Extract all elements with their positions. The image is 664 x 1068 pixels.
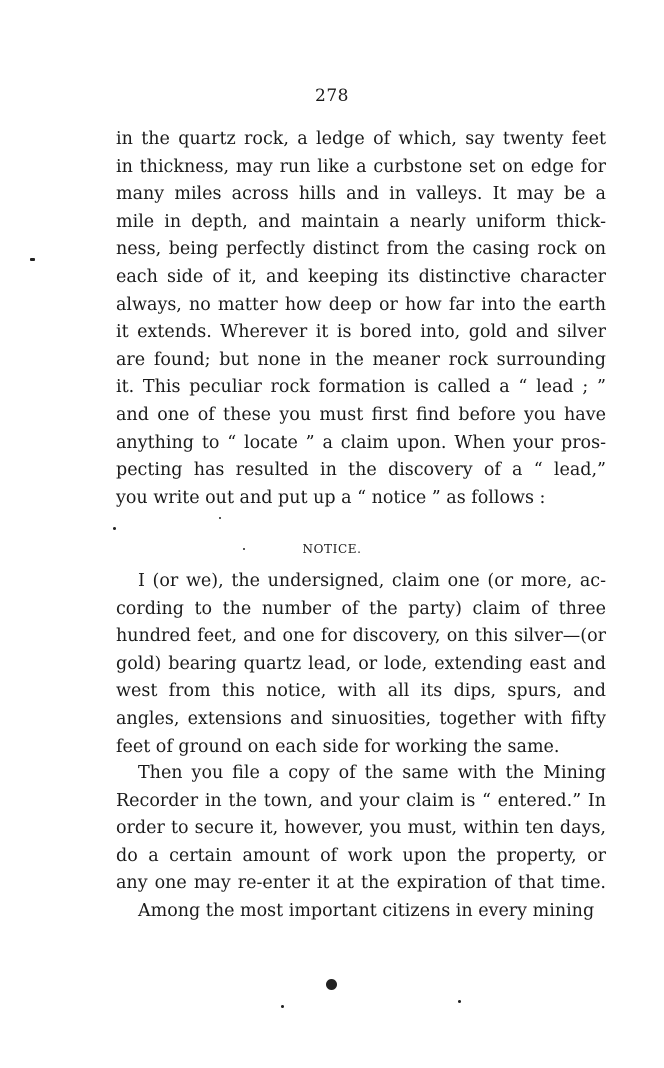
paragraph-recording [116, 760, 606, 926]
ink-speck [281, 1005, 284, 1008]
text-line: many miles across hills and in valleys. It may be a [116, 184, 606, 205]
text-line: I (or we), the undersigned, claim one (or more, ac- [138, 571, 606, 591]
text-line: always, no matter how deep or how far into the earth [116, 294, 606, 315]
ink-speck [30, 258, 35, 261]
text-line: pecting has resulted in the discovery of a “ lead,” [116, 460, 606, 481]
text-line: feet of ground on each side for working the same. [116, 736, 560, 757]
text-line: you write out and put up a “ notice ” as follows : [116, 487, 546, 508]
text-line: Among the most important citizens in every mining [138, 900, 595, 921]
text-line: anything to “ locate ” a claim upon. When your pros- [116, 432, 606, 453]
text-line: Recorder in the town, and your claim is “ entered.” In [116, 790, 606, 811]
paragraph-lode-description [116, 126, 606, 512]
ink-blot [326, 979, 337, 990]
ink-speck [219, 517, 221, 519]
text-line: gold) bearing quartz lead, or lode, extending east and [116, 653, 606, 674]
ink-speck [113, 527, 116, 530]
text-line: cording to the number of the party) claim of three [116, 598, 606, 619]
text-line: it extends. Wherever it is bored into, gold and silver [116, 322, 606, 343]
text-line: order to secure it, however, you must, within ten days, [116, 818, 606, 839]
text-line: hundred feet, and one for discovery, on this silver—(or [116, 626, 606, 647]
text-line: Then you file a copy of the same with the Mining [138, 763, 606, 783]
text-line: angles, extensions and sinuosities, together with fifty [116, 708, 606, 729]
text-line: do a certain amount of work upon the property, or [116, 845, 606, 866]
text-line: west from this notice, with all its dips, spurs, and [116, 681, 606, 702]
text-line: it. This peculiar rock formation is called a “ lead ; ” [116, 377, 606, 398]
text-line: mile in depth, and maintain a nearly uniform thick- [116, 211, 606, 232]
ink-speck [458, 1000, 461, 1003]
page-number: 278 [315, 86, 349, 106]
text-line: any one may re-enter it at the expiration of that time. [116, 873, 606, 894]
text-line: are found; but none in the meaner rock surrounding [116, 349, 606, 370]
notice-heading: NOTICE. [302, 542, 362, 556]
text-line: and one of these you must first find before you have [116, 404, 606, 425]
text-line: ness, being perfectly distinct from the casing rock on [116, 239, 606, 260]
text-line: each side of it, and keeping its distinctive character [116, 266, 606, 287]
ink-speck [243, 548, 245, 550]
notice-text [116, 568, 606, 761]
text-line: in thickness, may run like a curbstone set on edge for [116, 156, 606, 177]
text-line: in the quartz rock, a ledge of which, say twenty feet [116, 129, 606, 149]
